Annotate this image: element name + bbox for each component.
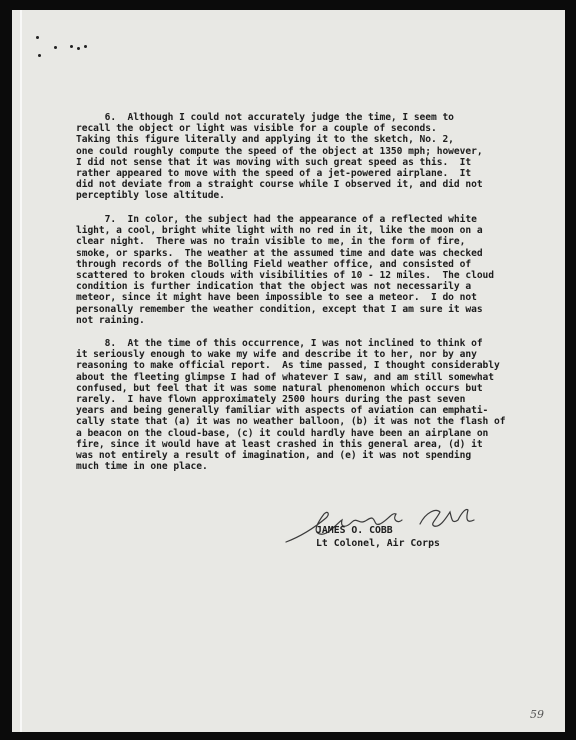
text-line: personally remember the weather condition, except that I am sure it was xyxy=(76,303,483,315)
text-line: rather appeared to move with the speed of a jet-powered airplane. It xyxy=(76,168,472,180)
text-line: 8. At the time of this occurrence, I was not inclined to think of xyxy=(76,338,483,349)
text-line: recall the object or light was visible for a couple of seconds. xyxy=(76,123,437,135)
text-line: not raining. xyxy=(76,314,145,326)
signatory-name: JAMES O. COBB xyxy=(316,525,393,536)
text-line: confused, but feel that it was some natural phenomenon which occurs but xyxy=(76,382,483,394)
text-line: a beacon on the cloud-base, (c) it could hardly have been an airplane on xyxy=(76,427,489,439)
text-line: reasoning to make official report. As time passed, I thought considerably xyxy=(76,360,500,372)
text-line: one could roughly compute the speed of the object at 1350 mph; however, xyxy=(76,145,483,157)
signatory-title: Lt Colonel, Air Corps xyxy=(316,538,440,549)
text-line: smoke, or sparks. The weather at the assumed time and date was checked xyxy=(76,247,483,259)
document-page xyxy=(12,10,565,732)
text-line: much time in one place. xyxy=(76,461,208,473)
text-line: perceptibly lose altitude. xyxy=(76,190,225,202)
text-line: cally state that (a) it was no weather balloon, (b) it was not the flash of xyxy=(76,416,506,428)
text-line: fire, since it would have at least crashed in this general area, (d) it xyxy=(76,438,483,450)
scan-specks xyxy=(34,32,94,62)
text-line: through records of the Bolling Field weather office, and consisted of xyxy=(76,258,472,270)
text-line: 6. Although I could not accurately judge the time, I seem to xyxy=(76,112,454,123)
text-line: was not entirely a result of imagination, and (e) it was not spending xyxy=(76,450,472,462)
text-line: years and being generally familiar with aspects of aviation can emphati- xyxy=(76,405,489,417)
text-line: rarely. I have flown approximately 2500 hours during the past seven xyxy=(76,394,466,406)
paragraph-8 xyxy=(76,338,546,472)
paragraph-7 xyxy=(76,214,546,326)
text-line: about the fleeting glimpse I had of whatever I saw, and am still somewhat xyxy=(76,371,494,383)
text-line: condition is further indication that the object was not necessarily a xyxy=(76,281,472,293)
text-line: did not deviate from a straight course while I observed it, and did not xyxy=(76,179,483,191)
text-line: meteor, since it might have been impossible to see a meteor. I do not xyxy=(76,292,477,304)
text-line: Taking this figure literally and applying it to the sketch, No. 2, xyxy=(76,134,454,146)
text-line: I did not sense that it was moving with such great speed as this. It xyxy=(76,156,472,168)
text-line: 7. In color, the subject had the appearance of a reflected white xyxy=(76,214,477,225)
text-line: scattered to broken clouds with visibilities of 10 - 12 miles. The cloud xyxy=(76,270,494,282)
paragraph-6 xyxy=(76,112,546,202)
page-number: 59 xyxy=(530,708,544,721)
text-line: it seriously enough to wake my wife and describe it to her, nor by any xyxy=(76,349,477,361)
text-line: clear night. There was no train visible to me, in the form of fire, xyxy=(76,236,466,248)
text-line: light, a cool, bright white light with no red in it, like the moon on a xyxy=(76,225,483,237)
